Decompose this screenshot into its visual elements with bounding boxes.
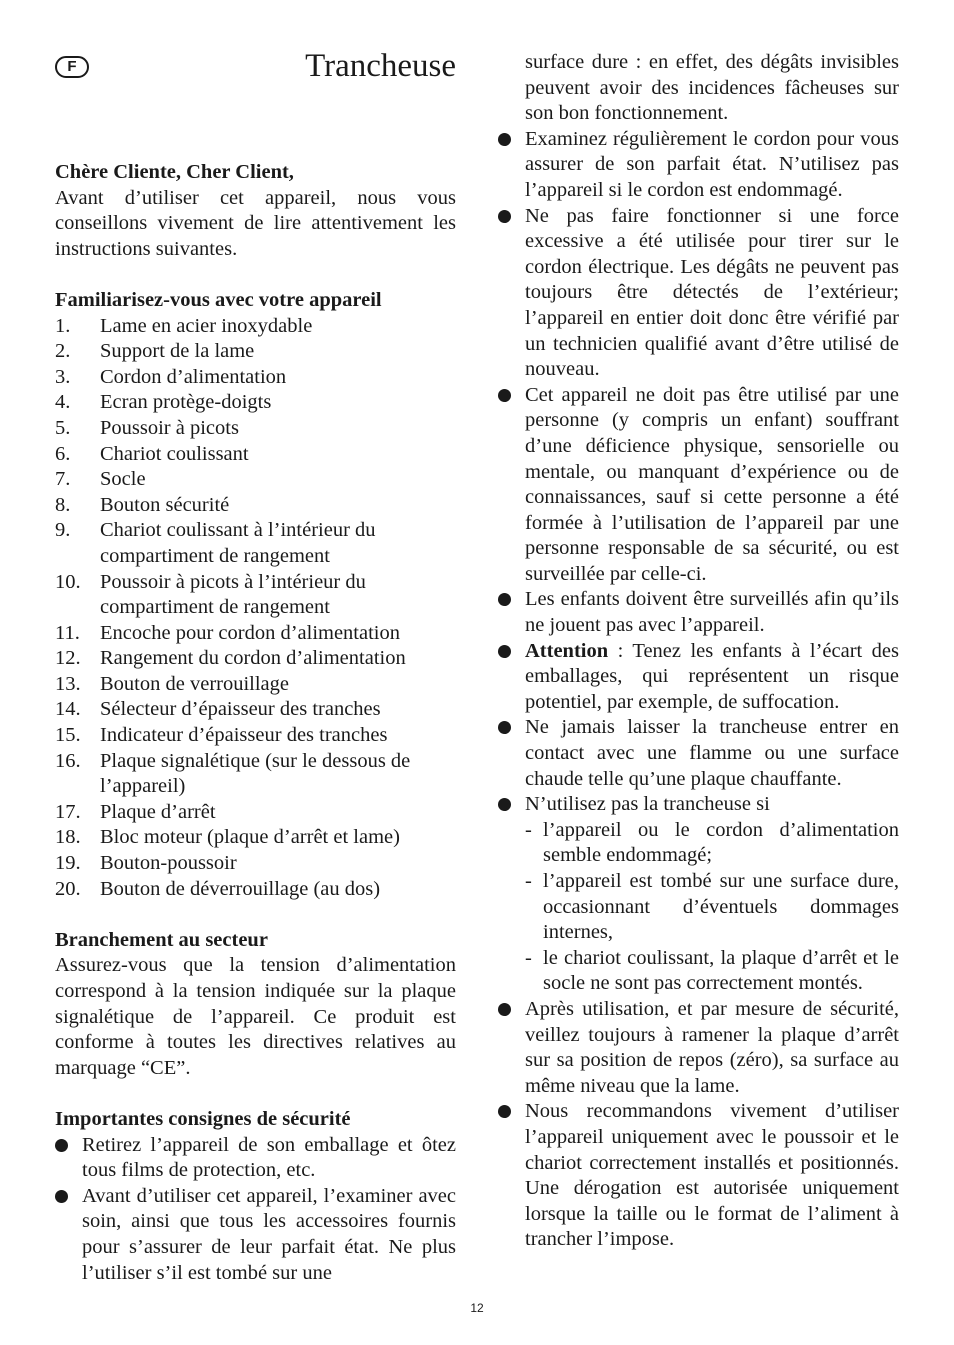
item-text: Cet appareil ne doit pas être utilisé par une personne (y compris un enfant) souffrant d’une déficience physique, sensorielle ou mentale, ou manquant d’expérience ou de connaissances, sauf si cette personne a été formée à l’utilisation de l’appareil par une personne responsable de sa sécurité, ou est surveillée par celle-ci. — [525, 383, 899, 585]
mains-heading: Branchement au secteur — [55, 928, 268, 951]
salutation: Chère Cliente, Cher Client, — [55, 161, 294, 183]
bullet-icon — [498, 593, 511, 606]
bullet-icon — [498, 645, 511, 658]
list-item — [55, 467, 456, 493]
item-text: Nous recommandons vivement d’utiliser l’appareil uniquement avec le poussoir et le chariot correctement installés et positionnés. Une dérogation est autorisée uniquement lorsque la taille ou le format de l’aliment à trancher l’impose. — [525, 1100, 899, 1251]
item-text: Examinez régulièrement le cordon pour vous assurer de son parfait état. N’utilisez pas l’appareil si le cordon est endommagé. — [525, 127, 899, 201]
list-item — [55, 1184, 456, 1286]
item-text: Indicateur d’épaisseur des tranches — [100, 724, 388, 747]
bullet-icon — [498, 389, 511, 402]
attention-text: : Tenez les enfants à l’écart des emballages, qui représentent un risque potentiel, par exemple, de suffocation. — [525, 639, 899, 713]
item-text: l’appareil ou le cordon d’alimentation semble endommagé; — [543, 818, 899, 867]
item-text: Poussoir à picots — [100, 416, 239, 439]
list-item — [55, 672, 456, 698]
item-text: Les enfants doivent être surveillés afin qu’ils ne jouent pas avec l’appareil. — [525, 588, 899, 637]
item-number: 4. — [55, 391, 71, 414]
attention-label: Attention — [525, 639, 609, 662]
page-number: 12 — [470, 1301, 484, 1315]
safety-list-right — [498, 50, 899, 1253]
safety-heading: Importantes consignes de sécurité — [55, 1107, 351, 1130]
list-item — [55, 339, 456, 365]
item-text: Avant d’utiliser cet appareil, l’examiner avec soin, ainsi que tous les accessoires fournis pour s’assurer de leur parfait état. Ne plus l’utiliser s’il est tombé sur une — [82, 1184, 456, 1284]
item-number: 14. — [55, 698, 81, 721]
item-number: 3. — [55, 365, 71, 388]
item-number: 10. — [55, 570, 81, 593]
list-item — [55, 493, 456, 519]
parts-list — [55, 314, 456, 903]
item-number: 9. — [55, 519, 71, 542]
item-text: Plaque signalétique (sur le dessous de l’appareil) — [100, 749, 411, 798]
item-text: Chariot coulissant — [100, 442, 249, 465]
list-item — [55, 749, 456, 800]
item-number: 1. — [55, 314, 71, 337]
item-text: Poussoir à picots à l’intérieur du compartiment de rangement — [100, 570, 366, 619]
item-text: Retirez l’appareil de son emballage et ôtez tous films de protection, etc. — [82, 1133, 456, 1182]
item-text: Encoche pour cordon d’alimentation — [100, 621, 400, 644]
dash-icon: - — [525, 870, 532, 892]
mains-section — [55, 928, 456, 1082]
item-text: Bloc moteur (plaque d’arrêt et lame) — [100, 826, 400, 849]
list-item — [498, 383, 899, 588]
list-item — [55, 723, 456, 749]
list-item — [55, 570, 456, 621]
list-item — [498, 127, 899, 204]
item-number: 16. — [55, 749, 81, 772]
list-item — [55, 314, 456, 340]
item-number: 11. — [55, 621, 80, 644]
list-item — [55, 442, 456, 468]
intro-section — [55, 160, 456, 262]
item-text: Bouton de déverrouillage (au dos) — [100, 877, 381, 900]
list-item — [55, 697, 456, 723]
safety-section — [55, 1107, 456, 1286]
language-badge: F — [55, 56, 89, 78]
item-text: surface dure : en effet, des dégâts invisibles peuvent avoir des incidences fâcheuses sur son bon fonctionnement. — [525, 51, 899, 125]
list-item — [55, 825, 456, 851]
list-item — [55, 800, 456, 826]
item-text: Socle — [100, 468, 146, 491]
item-text: Lame en acier inoxydable — [100, 314, 313, 337]
right-column — [498, 50, 899, 1253]
left-column — [55, 160, 456, 1286]
item-text: Rangement du cordon d’alimentation — [100, 647, 406, 670]
item-text: Support de la lame — [100, 340, 255, 363]
item-number: 8. — [55, 493, 71, 516]
item-text: le chariot coulissant, la plaque d’arrêt et le socle ne sont pas correctement montés. — [543, 946, 899, 995]
item-number: 2. — [55, 340, 71, 363]
item-number: 17. — [55, 800, 81, 823]
dash-icon: - — [525, 946, 532, 969]
item-text: Bouton de verrouillage — [100, 672, 290, 695]
item-number: 12. — [55, 647, 81, 670]
item-text: Ecran protège-doigts — [100, 391, 272, 414]
sub-list — [525, 818, 899, 997]
bullet-icon — [55, 1190, 68, 1203]
list-item — [498, 997, 899, 1099]
list-item — [55, 1133, 456, 1184]
list-item — [55, 390, 456, 416]
bullet-icon — [498, 1105, 511, 1118]
sub-list-item — [525, 818, 899, 869]
item-number: 6. — [55, 442, 71, 465]
bullet-icon — [498, 798, 511, 811]
item-text: Cordon d’alimentation — [100, 365, 287, 388]
item-number: 7. — [55, 468, 71, 491]
list-item — [55, 646, 456, 672]
item-text: Chariot coulissant à l’intérieur du compartiment de rangement — [100, 519, 376, 567]
item-text: l’appareil est tombé sur une surface dure, occasionnant d’éventuels dommages internes, — [543, 870, 899, 944]
item-number: 19. — [55, 852, 81, 875]
list-item — [498, 715, 899, 792]
bullet-icon — [498, 133, 511, 146]
page-title: Trancheuse — [305, 48, 456, 84]
item-number: 18. — [55, 826, 81, 849]
list-item — [55, 365, 456, 391]
bullet-icon — [498, 210, 511, 223]
list-item — [498, 792, 899, 997]
bullet-icon — [55, 1139, 68, 1152]
list-item — [498, 639, 899, 716]
item-number: 5. — [55, 416, 71, 439]
item-number: 20. — [55, 877, 81, 900]
item-text: Ne pas faire fonctionner si une force excessive a été utilisée pour tirer sur le cordon électrique. Les dégâts ne peuvent pas toujours être détectés de l’extérieur; l’appareil en entier doit donc être vérifié par un technicien qualifié avant d’être utilisé de nouveau. — [525, 204, 899, 381]
item-number: 15. — [55, 724, 81, 747]
list-item — [498, 1099, 899, 1253]
list-item — [498, 204, 899, 383]
item-text: Ne jamais laisser la trancheuse entrer en contact avec une flamme ou une surface chaude telle qu’une plaque chauffante. — [525, 716, 899, 790]
list-item — [498, 587, 899, 638]
safety-list-left — [55, 1133, 456, 1287]
list-item — [55, 518, 456, 569]
item-text: Sélecteur d’épaisseur des tranches — [100, 698, 381, 721]
item-text: Bouton sécurité — [100, 493, 230, 516]
parts-section — [55, 288, 456, 902]
sub-list-item — [525, 869, 899, 946]
item-text: Après utilisation, et par mesure de sécurité, veillez toujours à ramener la plaque d’arrêt sur sa position de repos (zéro), sa surface au même niveau que la lame. — [525, 997, 899, 1097]
item-text: N’utilisez pas la trancheuse si — [525, 793, 770, 816]
list-item — [55, 851, 456, 877]
list-item-continuation — [498, 50, 899, 127]
parts-heading: Familiarisez-vous avec votre appareil — [55, 288, 382, 311]
dash-icon: - — [525, 818, 532, 841]
item-text: Plaque d’arrêt — [100, 800, 216, 823]
item-number: 13. — [55, 672, 81, 695]
list-item — [55, 621, 456, 647]
sub-list-item — [525, 946, 899, 997]
item-text: Bouton-poussoir — [100, 852, 237, 875]
list-item — [55, 877, 456, 903]
mains-paragraph: Assurez-vous que la tension d’alimentation correspond à la tension indiquée sur la plaque signalétique de l’appareil. Ce produit est conforme à toutes les directives relatives au marquage “CE”. — [55, 954, 456, 1079]
bullet-icon — [498, 1003, 511, 1016]
bullet-icon — [498, 721, 511, 734]
list-item — [55, 416, 456, 442]
intro-paragraph: Avant d’utiliser cet appareil, nous vous conseillons vivement de lire attentivement les instructions suivantes. — [55, 186, 456, 260]
